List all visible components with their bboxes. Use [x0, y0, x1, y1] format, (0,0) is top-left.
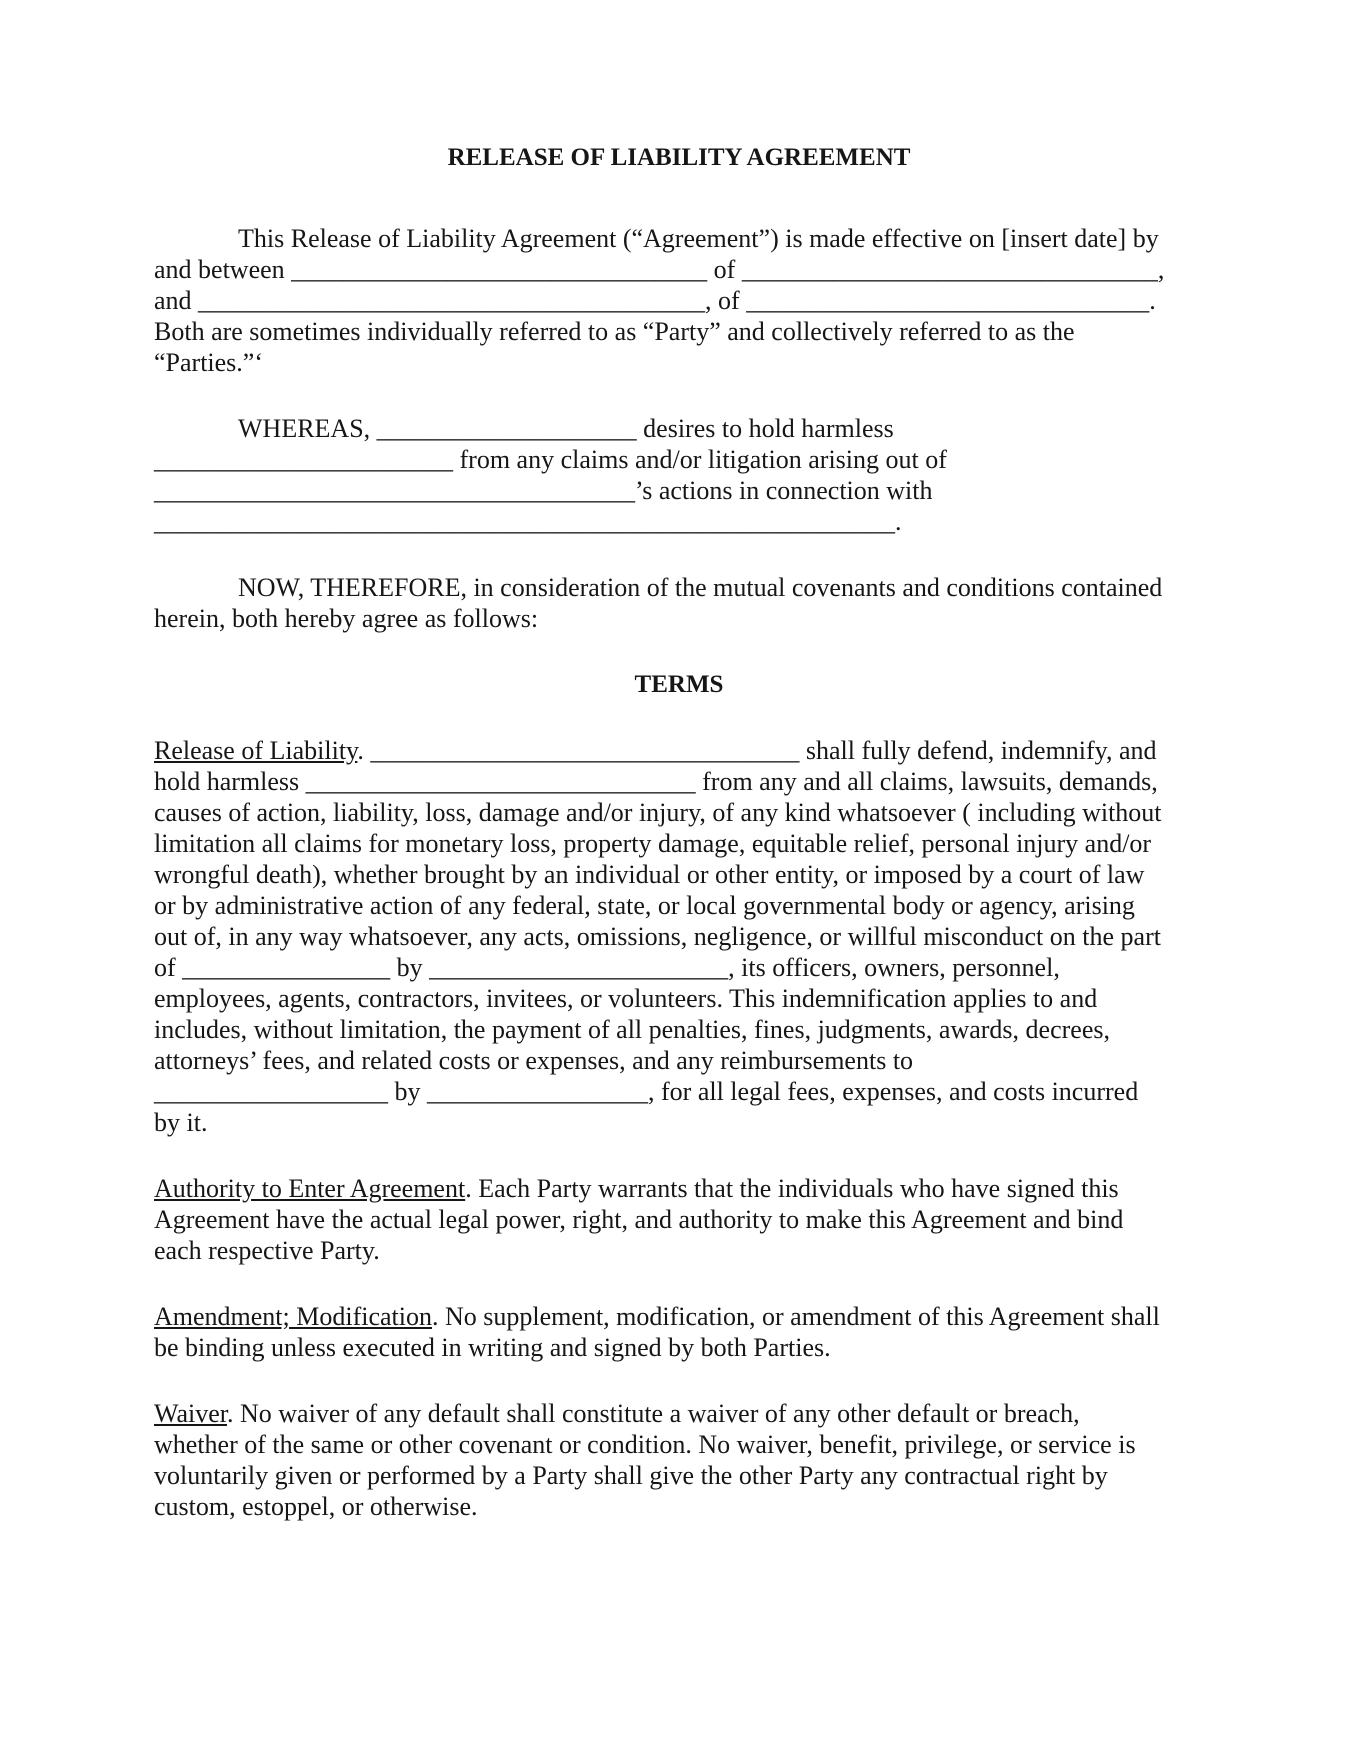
waiver-section-title: Waiver — [154, 1399, 227, 1428]
release-of-liability-section-title: Release of Liability — [154, 736, 358, 765]
amendment-section-title: Amendment; Modification — [154, 1302, 433, 1331]
whereas-clause: WHEREAS, ____________________ desires to hold harmless _______________________ from any claims and/or litigation arising out of _____________________________________’s actions in connection with _________________________________________________________. — [154, 414, 947, 536]
document-title: RELEASE OF LIABILITY AGREEMENT — [447, 144, 911, 171]
document-body — [154, 223, 1204, 1522]
intro-paragraph: This Release of Liability Agreement (“Agreement”) is made effective on [insert date] by and between ________________________________ of ________________________________, and _______________________________________, of _______________________________. Both are sometimes individually referred to as “Party” and collectively referred to as the “Parties.”‘ — [154, 224, 1165, 377]
amendment-section: Amendment; Modification. No supplement, modification, or amendment of this Agreement shall be binding unless executed in writing and signed by both Parties. — [154, 1302, 1160, 1362]
release-of-liability-section: Release of Liability. _________________________________ shall fully defend, indemnify, and hold harmless ______________________________ from any and all claims, lawsuits, demands, causes of action, liability, loss, damage and/or injury, of any kind whatsoever ( including without limitation all claims for monetary loss, property damage, equitable relief, personal injury and/or wrongful death), whether brought by an individual or other entity, or imposed by a court of law or by administrative action of any federal, state, or local governmental body or agency, arising out of, in any way whatsoever, any acts, omissions, negligence, or willful misconduct on the part of ________________ by _______________________, its officers, owners, personnel, employees, agents, contractors, invitees, or volunteers. This indemnification applies to and includes, without limitation, the payment of all penalties, fines, judgments, awards, decrees, attorneys’ fees, and related costs or expenses, and any reimbursements to __________________ by _________________, for all legal fees, expenses, and costs incurred by it. — [154, 736, 1162, 1137]
terms-heading: TERMS — [634, 671, 724, 698]
authority-section-title: Authority to Enter Agreement — [154, 1174, 466, 1203]
waiver-section: Waiver. No waiver of any default shall constitute a waiver of any other default or breach, whether of the same or other covenant or condition. No waiver, benefit, privilege, or service is voluntarily given or performed by a Party shall give the other Party any contractual right by custom, estoppel, or otherwise. — [154, 1399, 1136, 1521]
now-therefore-clause: NOW, THEREFORE, in consideration of the mutual covenants and conditions contained herein, both hereby agree as follows: — [154, 573, 1163, 633]
authority-section: Authority to Enter Agreement. Each Party warrants that the individuals who have signed this Agreement have the actual legal power, right, and authority to make this Agreement and bind each respective Party. — [154, 1174, 1124, 1265]
